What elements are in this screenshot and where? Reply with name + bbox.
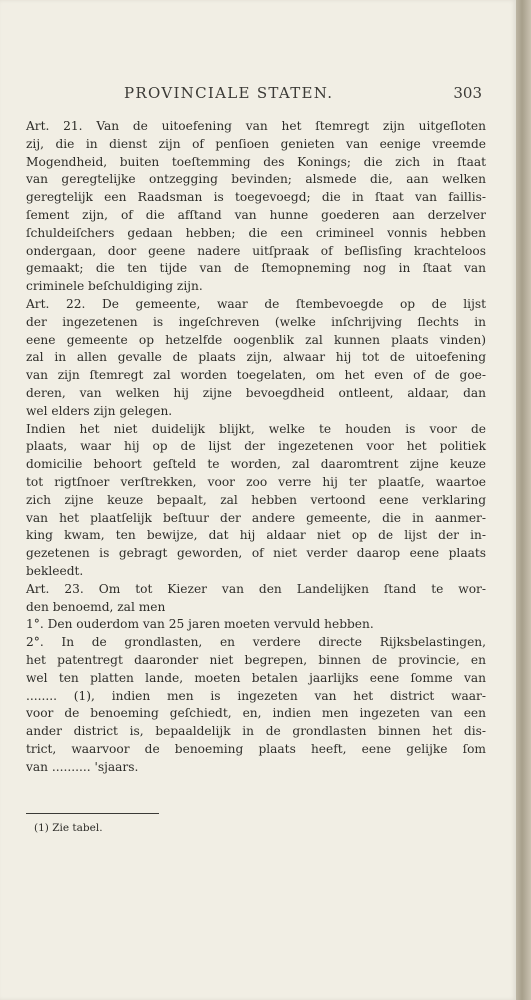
text-line: zal in allen gevalle de plaats zijn, alwaar hij tot de uitoefening	[26, 350, 486, 365]
text-line: Art. 23. Om tot Kiezer van den Landelijken ſtand te wor-	[26, 581, 486, 596]
text-line: 1°. Den ouderdom van 25 jaren moeten vervuld hebben.	[26, 617, 374, 632]
text-line: van het plaatſelijk beſtuur der andere gemeente, die in aanmer-	[26, 510, 486, 525]
text-line: van geregtelijke ontzegging bevinden; alsmede die, aan welken	[26, 172, 486, 187]
text-line: den benoemd, zal men	[26, 599, 166, 614]
text-line: geregtelijk een Raadsman is toegevoegd; die in ſtaat van faillis-	[26, 190, 486, 205]
text-line: Indien het niet duidelijk blijkt, welke te houden is voor de	[26, 421, 486, 436]
text-line: ondergaan, door geene nadere uitſpraak of beſlisſing krachteloos	[26, 243, 486, 258]
text-line: het patentregt daaronder niet begrepen, binnen de provincie, en	[26, 652, 486, 667]
running-title: PROVINCIALE STATEN.	[124, 84, 334, 102]
text-line: voor de benoeming geſchiedt, en, indien men ingezeten van een	[26, 706, 486, 721]
text-line: deren, van welken hij zijne bevoegdheid ontleent, aldaar, dan	[26, 385, 486, 400]
page-number: 303	[453, 84, 482, 102]
text-line: eene gemeente op hetzelfde oogenblik zal kunnen plaats vinden)	[26, 332, 486, 347]
text-line: tot rigtſnoer verſtrekken, voor zoo verre hij ter plaatſe, waartoe	[26, 474, 486, 489]
running-header	[34, 84, 482, 108]
text-line: gemaakt; die ten tijde van de ſtemopneming nog in ſtaat van	[26, 261, 486, 276]
text-line: Art. 22. De gemeente, waar de ſtembevoegde op de lijst	[26, 296, 486, 311]
text-line: zij, die in dienst zijn of penſioen genieten van eenige vreemde	[26, 136, 486, 151]
text-line: wel ten platten lande, moeten betalen jaarlijks eene ſomme van	[26, 670, 486, 685]
text-line: Mogendheid, buiten toeſtemming des Konings; die zich in ſtaat	[26, 154, 486, 169]
text-line: van .......... 'sjaars.	[26, 759, 139, 774]
text-line: ander district is, bepaaldelijk in de grondlasten binnen het dis-	[26, 724, 486, 739]
body-text	[26, 118, 486, 776]
footnote-rule	[26, 813, 159, 814]
footnote: (1) Zie tabel.	[34, 822, 103, 834]
text-line: king kwam, ten bewijze, dat hij aldaar niet op de lijst der in-	[26, 528, 486, 543]
text-line: ſchuldeiſchers gedaan hebben; die een crimineel vonnis hebben	[26, 225, 486, 240]
text-line: wel elders zijn gelegen.	[26, 403, 173, 418]
text-line: trict, waarvoor de benoeming plaats heeft, eene gelijke ſom	[26, 741, 486, 756]
text-line: zich zijne keuze bepaalt, zal hebben vertoond eene verklaring	[26, 492, 486, 507]
text-line: bekleedt.	[26, 563, 84, 578]
text-line: gezetenen is gebragt geworden, of niet verder daarop eene plaats	[26, 546, 486, 561]
page-edge	[516, 0, 531, 1000]
text-line: ſement zijn, of die afſtand van hunne goederen aan derzelver	[26, 207, 486, 222]
text-line: criminele beſchuldiging zijn.	[26, 279, 203, 294]
text-line: domicilie behoort geſteld te worden, zal daaromtrent zijne keuze	[26, 457, 486, 472]
text-line: van zijn ſtemregt zal worden toegelaten, om het even of de goe-	[26, 368, 486, 383]
text-line: Art. 21. Van de uitoefening van het ſtemregt zijn uitgeſloten	[26, 119, 486, 133]
text-line: ........ (1), indien men is ingezeten van het district waar-	[26, 688, 486, 703]
text-line: der ingezetenen is ingeſchreven (welke inſchrijving ſlechts in	[26, 314, 486, 329]
text-line: 2°. In de grondlasten, en verdere directe Rijksbelastingen,	[26, 635, 486, 650]
text-line: plaats, waar hij op de lijst der ingezetenen voor het politiek	[26, 439, 486, 454]
